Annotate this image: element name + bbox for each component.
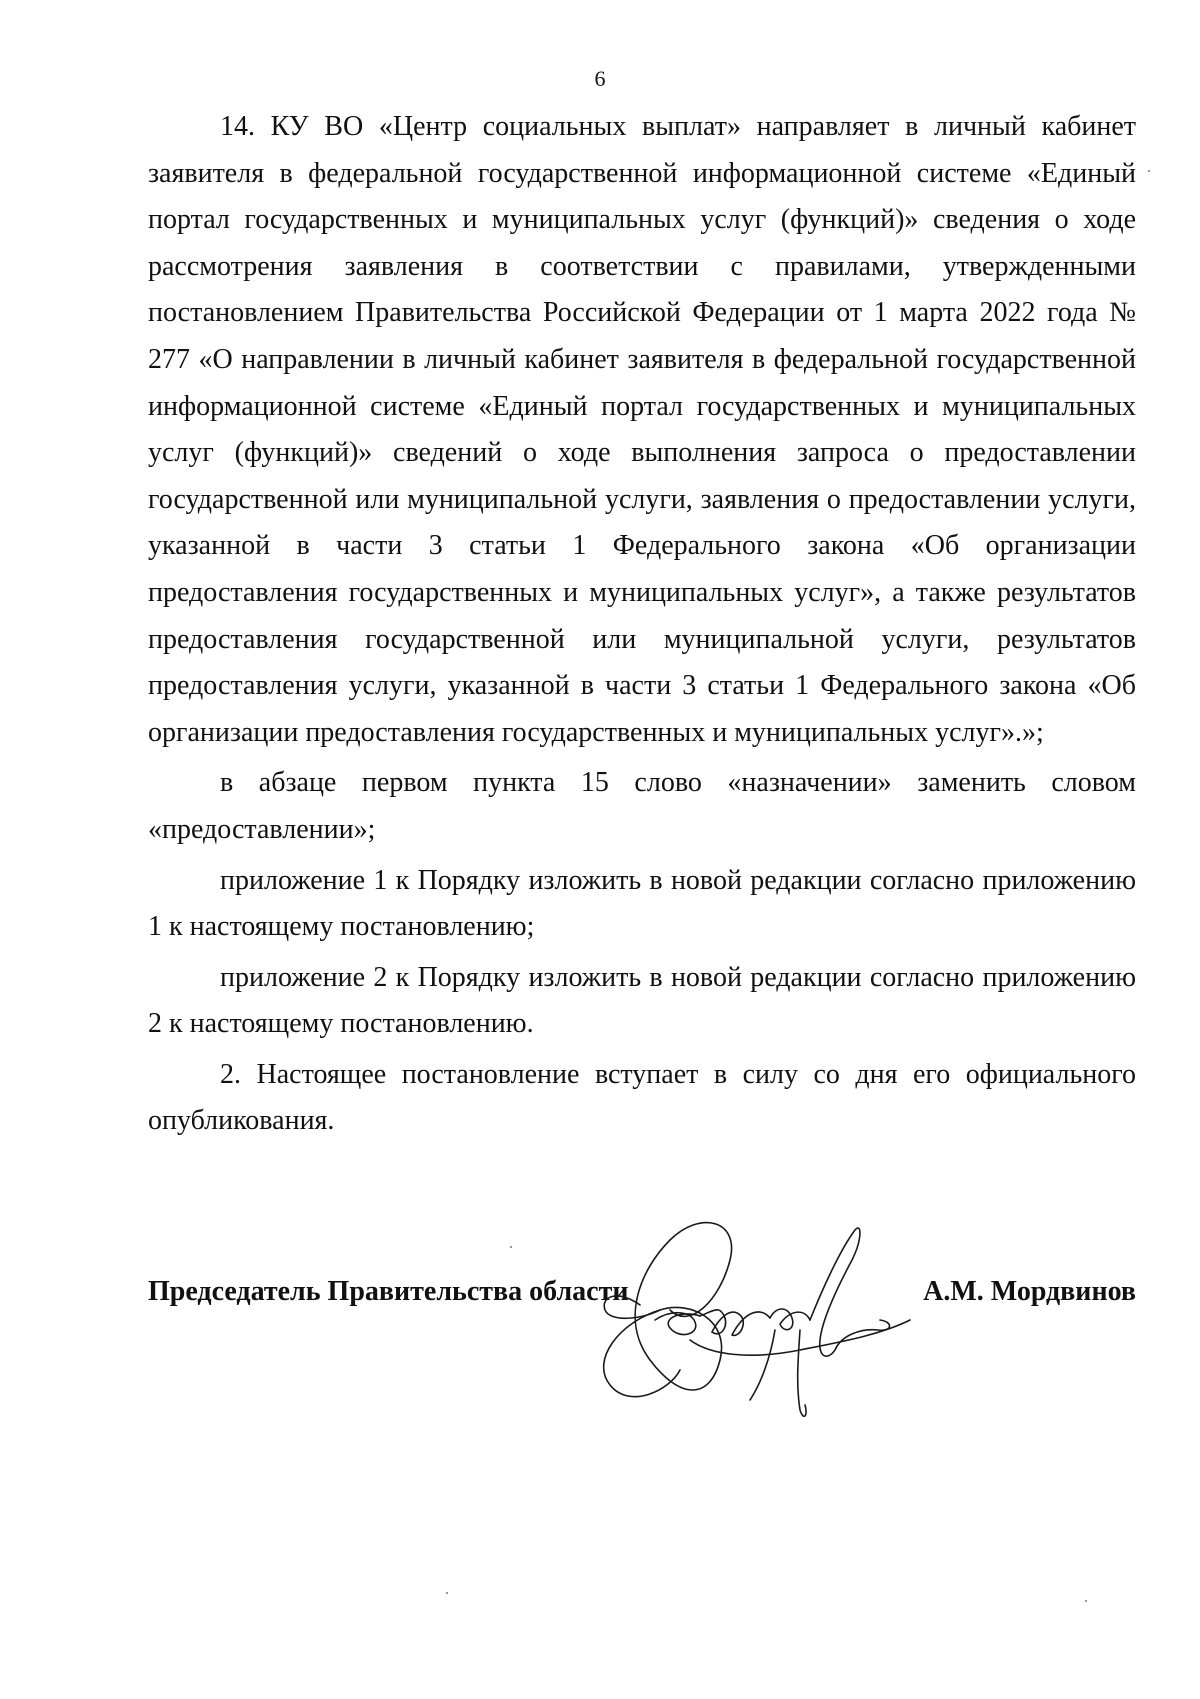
paragraph-annex-1: приложение 1 к Порядку изложить в новой редакции согласно приложению 1 к настоящему постановлению; <box>148 864 1136 943</box>
signatory-title: Председатель Правительства области <box>148 1276 629 1307</box>
document-body <box>148 104 1136 1149</box>
paragraph-entry-into-force: 2. Настоящее постановление вступает в силу со дня его официального опубликования. <box>148 1058 1136 1137</box>
scan-speck <box>1148 170 1150 172</box>
signature-block <box>148 1276 1136 1336</box>
scan-speck <box>510 1246 512 1248</box>
paragraph-amendment-item-15: в абзаце первом пункта 15 слово «назначении» заменить словом «предоставлении»; <box>148 767 1136 845</box>
scan-speck <box>446 1592 448 1594</box>
signatory-name: А.М. Мордвинов <box>923 1276 1136 1307</box>
paragraph-annex-2: приложение 2 к Порядку изложить в новой редакции согласно приложению 2 к настоящему постановлению. <box>148 961 1136 1040</box>
paragraph-item-14: 14. КУ ВО «Центр социальных выплат» направляет в личный кабинет заявителя в федеральной государственной информационной системе «Единый портал государственных и муниципальных услуг (функций)» сведения о ходе рассмотрения заявления в соответствии с правилами, утвержденными постановлением Правительства Российской Федерации от 1 марта 2022 года № 277 «О направлении в личный кабинет заявителя в федеральной государственной информационной системе «Единый портал государственных и муниципальных услуг (функций)» сведений о ходе выполнения запроса о предоставлении государственной или муниципальной услуги, заявления о предоставлении услуги, указанной в части 3 статьи 1 Федерального закона «Об организации предоставления государственных и муниципальных услуг», а также результатов предоставления государственной или муниципальной услуги, результатов предоставления услуги, указанной в части 3 статьи 1 Федерального закона «Об организации предоставления государственных и муниципальных услуг».»; <box>148 111 1136 748</box>
page-number: 6 <box>594 66 606 91</box>
scan-speck <box>1085 1600 1087 1602</box>
